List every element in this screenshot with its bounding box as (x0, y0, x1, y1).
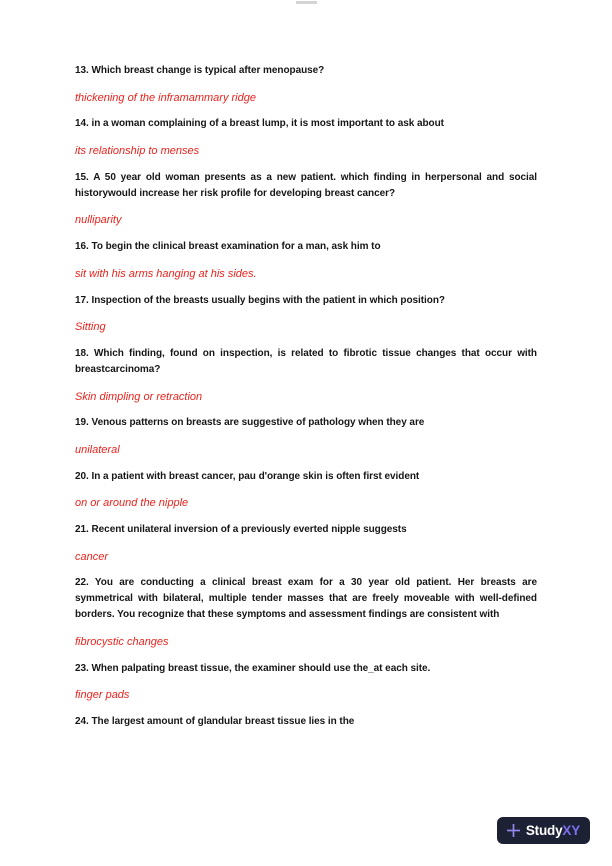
question-number: 18. (75, 347, 89, 359)
question-number: 22. (75, 577, 89, 589)
question-22 (75, 575, 537, 623)
question-23 (75, 661, 537, 677)
answer-text: Sitting (75, 321, 106, 334)
question-number: 23. (75, 662, 89, 674)
question-number: 13. (75, 65, 89, 76)
question-number: 17. (75, 294, 89, 306)
answer-text: Skin dimpling or retraction (75, 390, 203, 403)
answer-text: on or around the nipple (75, 497, 189, 510)
studyxy-logo[interactable] (497, 817, 590, 844)
question-21 (75, 522, 537, 538)
question-text: Venous patterns on breasts are suggestive of pathology when they are (91, 417, 425, 429)
question-17 (75, 293, 537, 309)
question-text: In a patient with breast cancer, pau d'orange skin is often first evident (91, 470, 420, 482)
question-text: The largest amount of glandular breast tissue lies in the (91, 716, 355, 728)
question-text: Recent unilateral inversion of a previously everted nipple suggests (91, 524, 407, 535)
question-number: 24. (75, 716, 89, 728)
question-19 (75, 415, 537, 431)
question-text: in a woman complaining of a breast lump, it is most important to ask about (91, 118, 444, 130)
question-24 (75, 714, 537, 730)
question-text: A 50 year old woman presents as a new patient. which finding in herpersonal and social historywould increase her risk profile for developing breast cancer? (75, 171, 537, 199)
question-15 (75, 170, 537, 202)
brand-xy: XY (562, 823, 580, 838)
brand-text (526, 823, 580, 838)
question-number: 15. (75, 171, 89, 183)
question-16 (75, 239, 537, 255)
question-text: Which finding, found on inspection, is related to fibrotic tissue changes that occur with breastcarcinoma? (75, 347, 537, 375)
answer-text: its relationship to menses (75, 145, 200, 158)
question-text: When palpating breast tissue, the examiner should use the_at each site. (91, 662, 431, 674)
plus-icon (506, 823, 521, 838)
answer-text: sit with his arms hanging at his sides. (75, 267, 257, 280)
question-20 (75, 469, 537, 485)
answer-text: cancer (75, 550, 109, 563)
question-text: You are conducting a clinical breast exam for a 30 year old patient. Her breasts are symmetrical with bilateral, multiple tender masses that are freely moveable with well-defined borders. You recognize that these symptoms and assessment findings are consistent with (75, 577, 537, 621)
answer-text: unilateral (75, 443, 120, 456)
answer-text: fibrocystic changes (75, 636, 169, 649)
answer-text: finger pads (75, 689, 130, 702)
question-14 (75, 116, 537, 132)
question-text: Which breast change is typical after menopause? (91, 65, 325, 76)
question-18 (75, 346, 537, 378)
question-number: 19. (75, 417, 89, 429)
qa-list (75, 63, 537, 741)
question-number: 16. (75, 241, 89, 253)
question-text: Inspection of the breasts usually begins with the patient in which position? (91, 294, 445, 306)
question-number: 14. (75, 118, 89, 130)
page-top-artifact (296, 1, 317, 4)
answer-text: nulliparity (75, 214, 122, 227)
question-number: 20. (75, 470, 89, 482)
question-13 (75, 63, 537, 79)
brand-study: Study (525, 823, 563, 838)
question-text: To begin the clinical breast examination for a man, ask him to (91, 241, 381, 253)
question-number: 21. (75, 524, 89, 535)
answer-text: thickening of the inframammary ridge (75, 91, 256, 104)
